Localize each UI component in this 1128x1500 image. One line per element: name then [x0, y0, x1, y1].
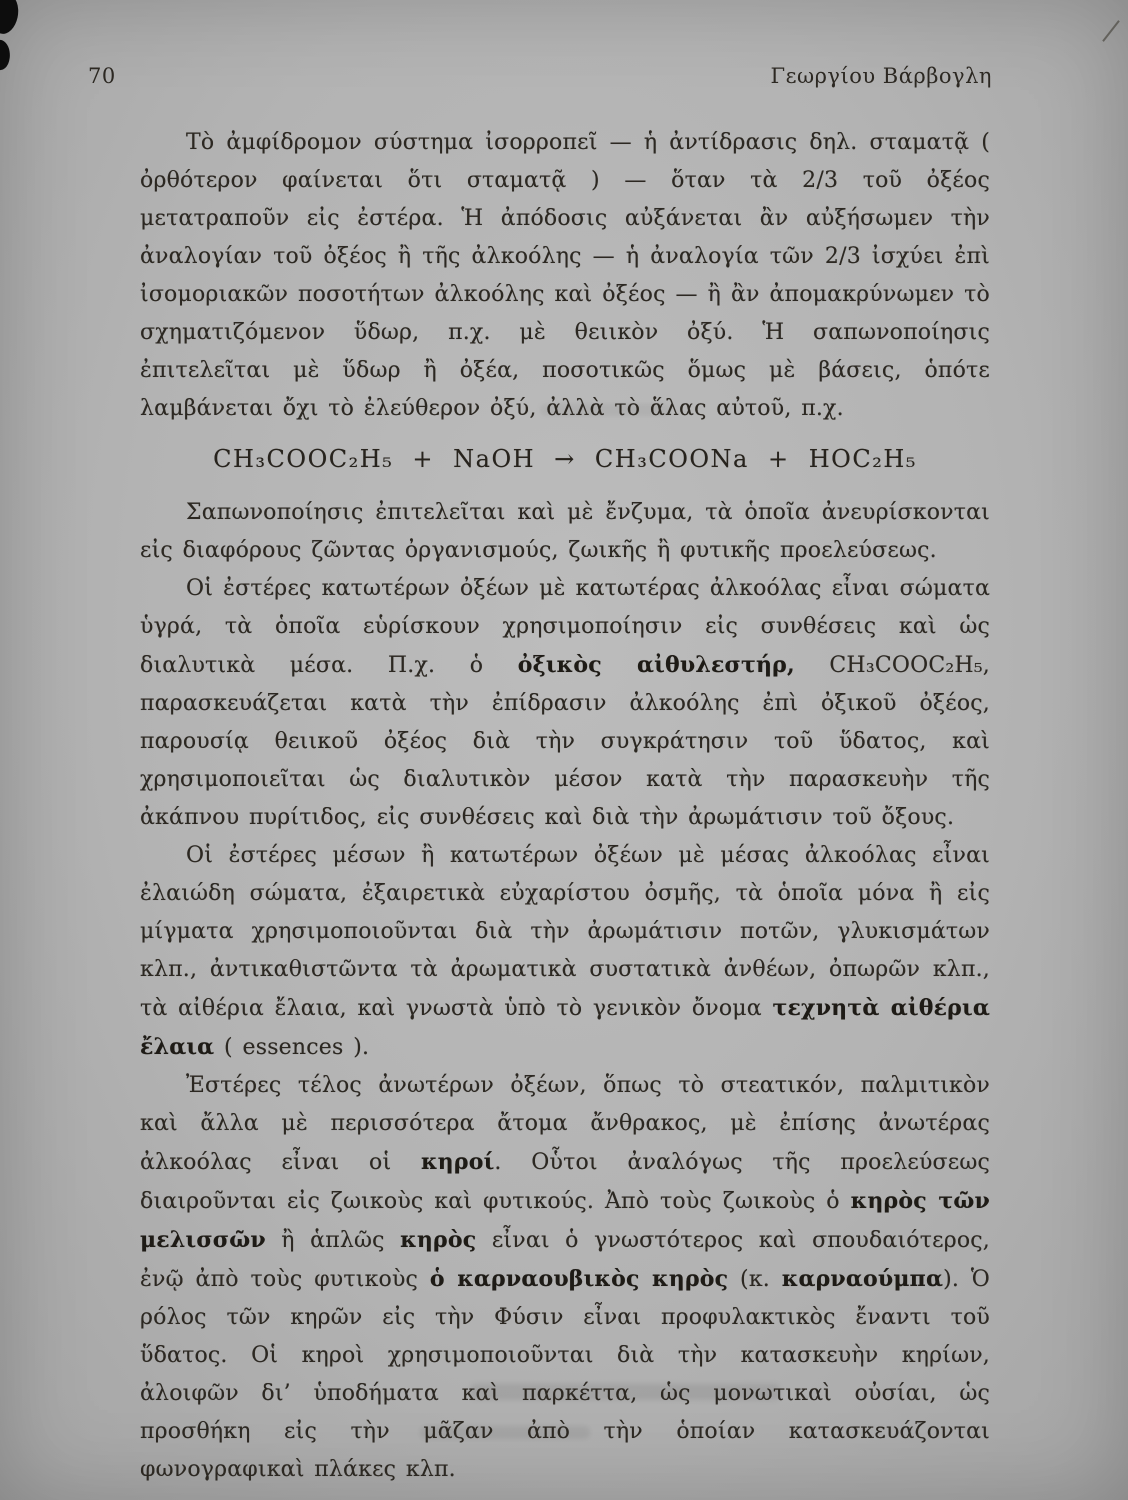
- key-term-artificial-essential-oils: τεχνητὰ αἰθέρια ἔλαια: [140, 995, 990, 1060]
- text-run: (κ.: [728, 1267, 782, 1292]
- running-header-author: Γεωργίου Βάρβογλη: [770, 64, 992, 88]
- key-term-beeswax: κηρὸς τῶν μελισσῶν: [140, 1188, 990, 1253]
- page-number: 70: [88, 64, 116, 88]
- paragraph-enzymes: [140, 494, 990, 570]
- paragraph-lower-esters: [140, 570, 990, 837]
- scan-scratch-mark: [1102, 20, 1120, 42]
- key-term-ethyl-acetate: ὀξικὸς αἰθυλεστήρ,: [517, 652, 795, 678]
- text-run: Οἱ ἐστέρες μέσων ἢ κατωτέρων ὀξέων μὲ μέσας ἀλκοόλας εἶναι ἐλαιώδη σώματα, ἐξαιρετικὰ εὐχαρίστου ὀσμῆς, τὰ ὁποῖα μόνα ἢ εἰς μίγματα χρησιμοποιοῦνται διὰ τὴν ἀρωμάτισιν ποτῶν, γλυκισμάτων κλπ., ἀντικαθιστῶντα τὰ ἀρωματικὰ συστατικὰ ἀνθέων, ὀπωρῶν κλπ., τὰ αἰθέρια ἔλαια, καὶ γνωστὰ ὑπὸ τὸ γενικὸν ὄνομα: [140, 843, 990, 1021]
- text-run: . Οὗτοι ἀναλόγως τῆς προελεύσεως διαιροῦνται εἰς ζωικοὺς καὶ φυτικούς. Ἀπὸ τοὺς ζωικοὺς ὁ: [140, 1150, 990, 1214]
- paragraph-middle-esters: [140, 837, 990, 1067]
- key-term-waxes: κηροί: [420, 1149, 495, 1175]
- text-run: Τὸ ἀμφίδρομον σύστημα ἰσορροπεῖ — ἡ ἀντίδρασις δηλ. σταματᾷ ( ὀρθότερον φαίνεται ὅτι σταματᾷ ) — ὅταν τὰ 2/3 τοῦ ὀξέος μετατραποῦν εἰς ἐστέρα. Ἡ ἀπόδοσις αὐξάνεται ἂν αὐξήσωμεν τὴν ἀναλογίαν τοῦ ὀξέος ἢ τῆς ἀλκοόλης — ἡ ἀναλογία τῶν 2/3 ἰσχύει ἐπὶ ἰσομοριακῶν ποσοτήτων ἀλκοόλης καὶ ὀξέος — ἢ ἂν ἀπομακρύνωμεν τὸ σχηματιζόμενον ὕδωρ, π.χ. μὲ θειικὸν ὀξύ. Ἡ σαπωνοποίησις ἐπιτελεῖται μὲ ὕδωρ ἢ ὀξέα, ποσοτικῶς ὅμως μὲ βάσεις, ὁπότε λαμβάνεται ὄχι τὸ ἐλεύθερον ὀξύ, ἀλλὰ τὸ ἅλας αὐτοῦ, π.χ.: [140, 130, 990, 421]
- body-text: [140, 124, 990, 1489]
- text-run: CH₃COOC₂H₅, παρασκευάζεται κατὰ τὴν ἐπίδρασιν ἀλκοόλης ἐπὶ ὀξικοῦ ὀξέος, παρουσίᾳ θειικοῦ ὀξέος διὰ τὴν συγκράτησιν τοῦ ὕδατος, καὶ χρησιμοποιεῖται ὡς διαλυτικὸν μέσον κατὰ τὴν παρασκευὴν τῆς ἀκάπνου πυρίτιδος, εἰς συνθέσεις καὶ διὰ τὴν ἀρωμάτισιν τοῦ ὄξους.: [140, 653, 990, 830]
- page-header: [88, 64, 992, 88]
- text-run: ἢ ἁπλῶς: [265, 1228, 401, 1253]
- text-run: Σαπωνοποίησις ἐπιτελεῖται καὶ μὲ ἔνζυμα, τὰ ὁποῖα ἀνευρίσκονται εἰς διαφόρους ζῶντας ὀργανισμούς, ζωικῆς ἢ φυτικῆς προελεύσεως.: [140, 500, 990, 563]
- text-run: Ἐστέρες τέλος ἀνωτέρων ὀξέων, ὅπως τὸ στεατικόν, παλμιτικὸν καὶ ἄλλα μὲ περισσότερα ἄτομα ἄνθρακος, μὲ ἐπίσης ἀνωτέρας ἀλκοόλας εἶναι οἱ: [140, 1073, 990, 1175]
- paragraph-waxes: [140, 1067, 990, 1489]
- key-term-carnauba: καρναούμπα: [781, 1266, 944, 1292]
- scan-edge-blot: [0, 39, 12, 72]
- paragraph-equilibrium: [140, 124, 990, 428]
- key-term-wax: κηρὸς: [400, 1227, 477, 1253]
- scan-edge-blot: [0, 0, 22, 36]
- text-run: ). Ὁ ρόλος τῶν κηρῶν εἰς τὴν Φύσιν εἶναι προφυλακτικὸς ἔναντι τοῦ ὕδατος. Οἱ κηροὶ χρησιμοποιοῦνται διὰ τὴν κατασκευὴν κηρίων, ἀλοιφῶν δι’ ὑποδήματα καὶ παρκέττα, ὡς μονωτικαὶ οὐσίαι, ὡς προσθήκη εἰς τὴν μᾶζαν ἀπὸ τὴν ὁποίαν κατασκευάζονται φωνογραφικαὶ πλάκες κλπ.: [140, 1267, 990, 1482]
- chemical-equation: CH₃COOC₂H₅ + NaOH → CH₃COONa + HOC₂H₅: [213, 445, 917, 473]
- key-term-carnauba-wax: ὁ καρναουβικὸς κηρὸς: [429, 1266, 729, 1292]
- text-run: εἶναι ὁ γνωστότερος καὶ σπουδαιότερος, ἐνῷ ἀπὸ τοὺς φυτικοὺς: [140, 1228, 990, 1292]
- text-run: ( essences ).: [214, 1035, 370, 1060]
- text-run: Οἱ ἐστέρες κατωτέρων ὀξέων μὲ κατωτέρας ἀλκοόλας εἶναι σώματα ὑγρά, τὰ ὁποῖα εὑρίσκουν χρησιμοποίησιν εἰς συνθέσεις καὶ ὡς διαλυτικὰ μέσα. Π.χ. ὁ: [140, 576, 990, 678]
